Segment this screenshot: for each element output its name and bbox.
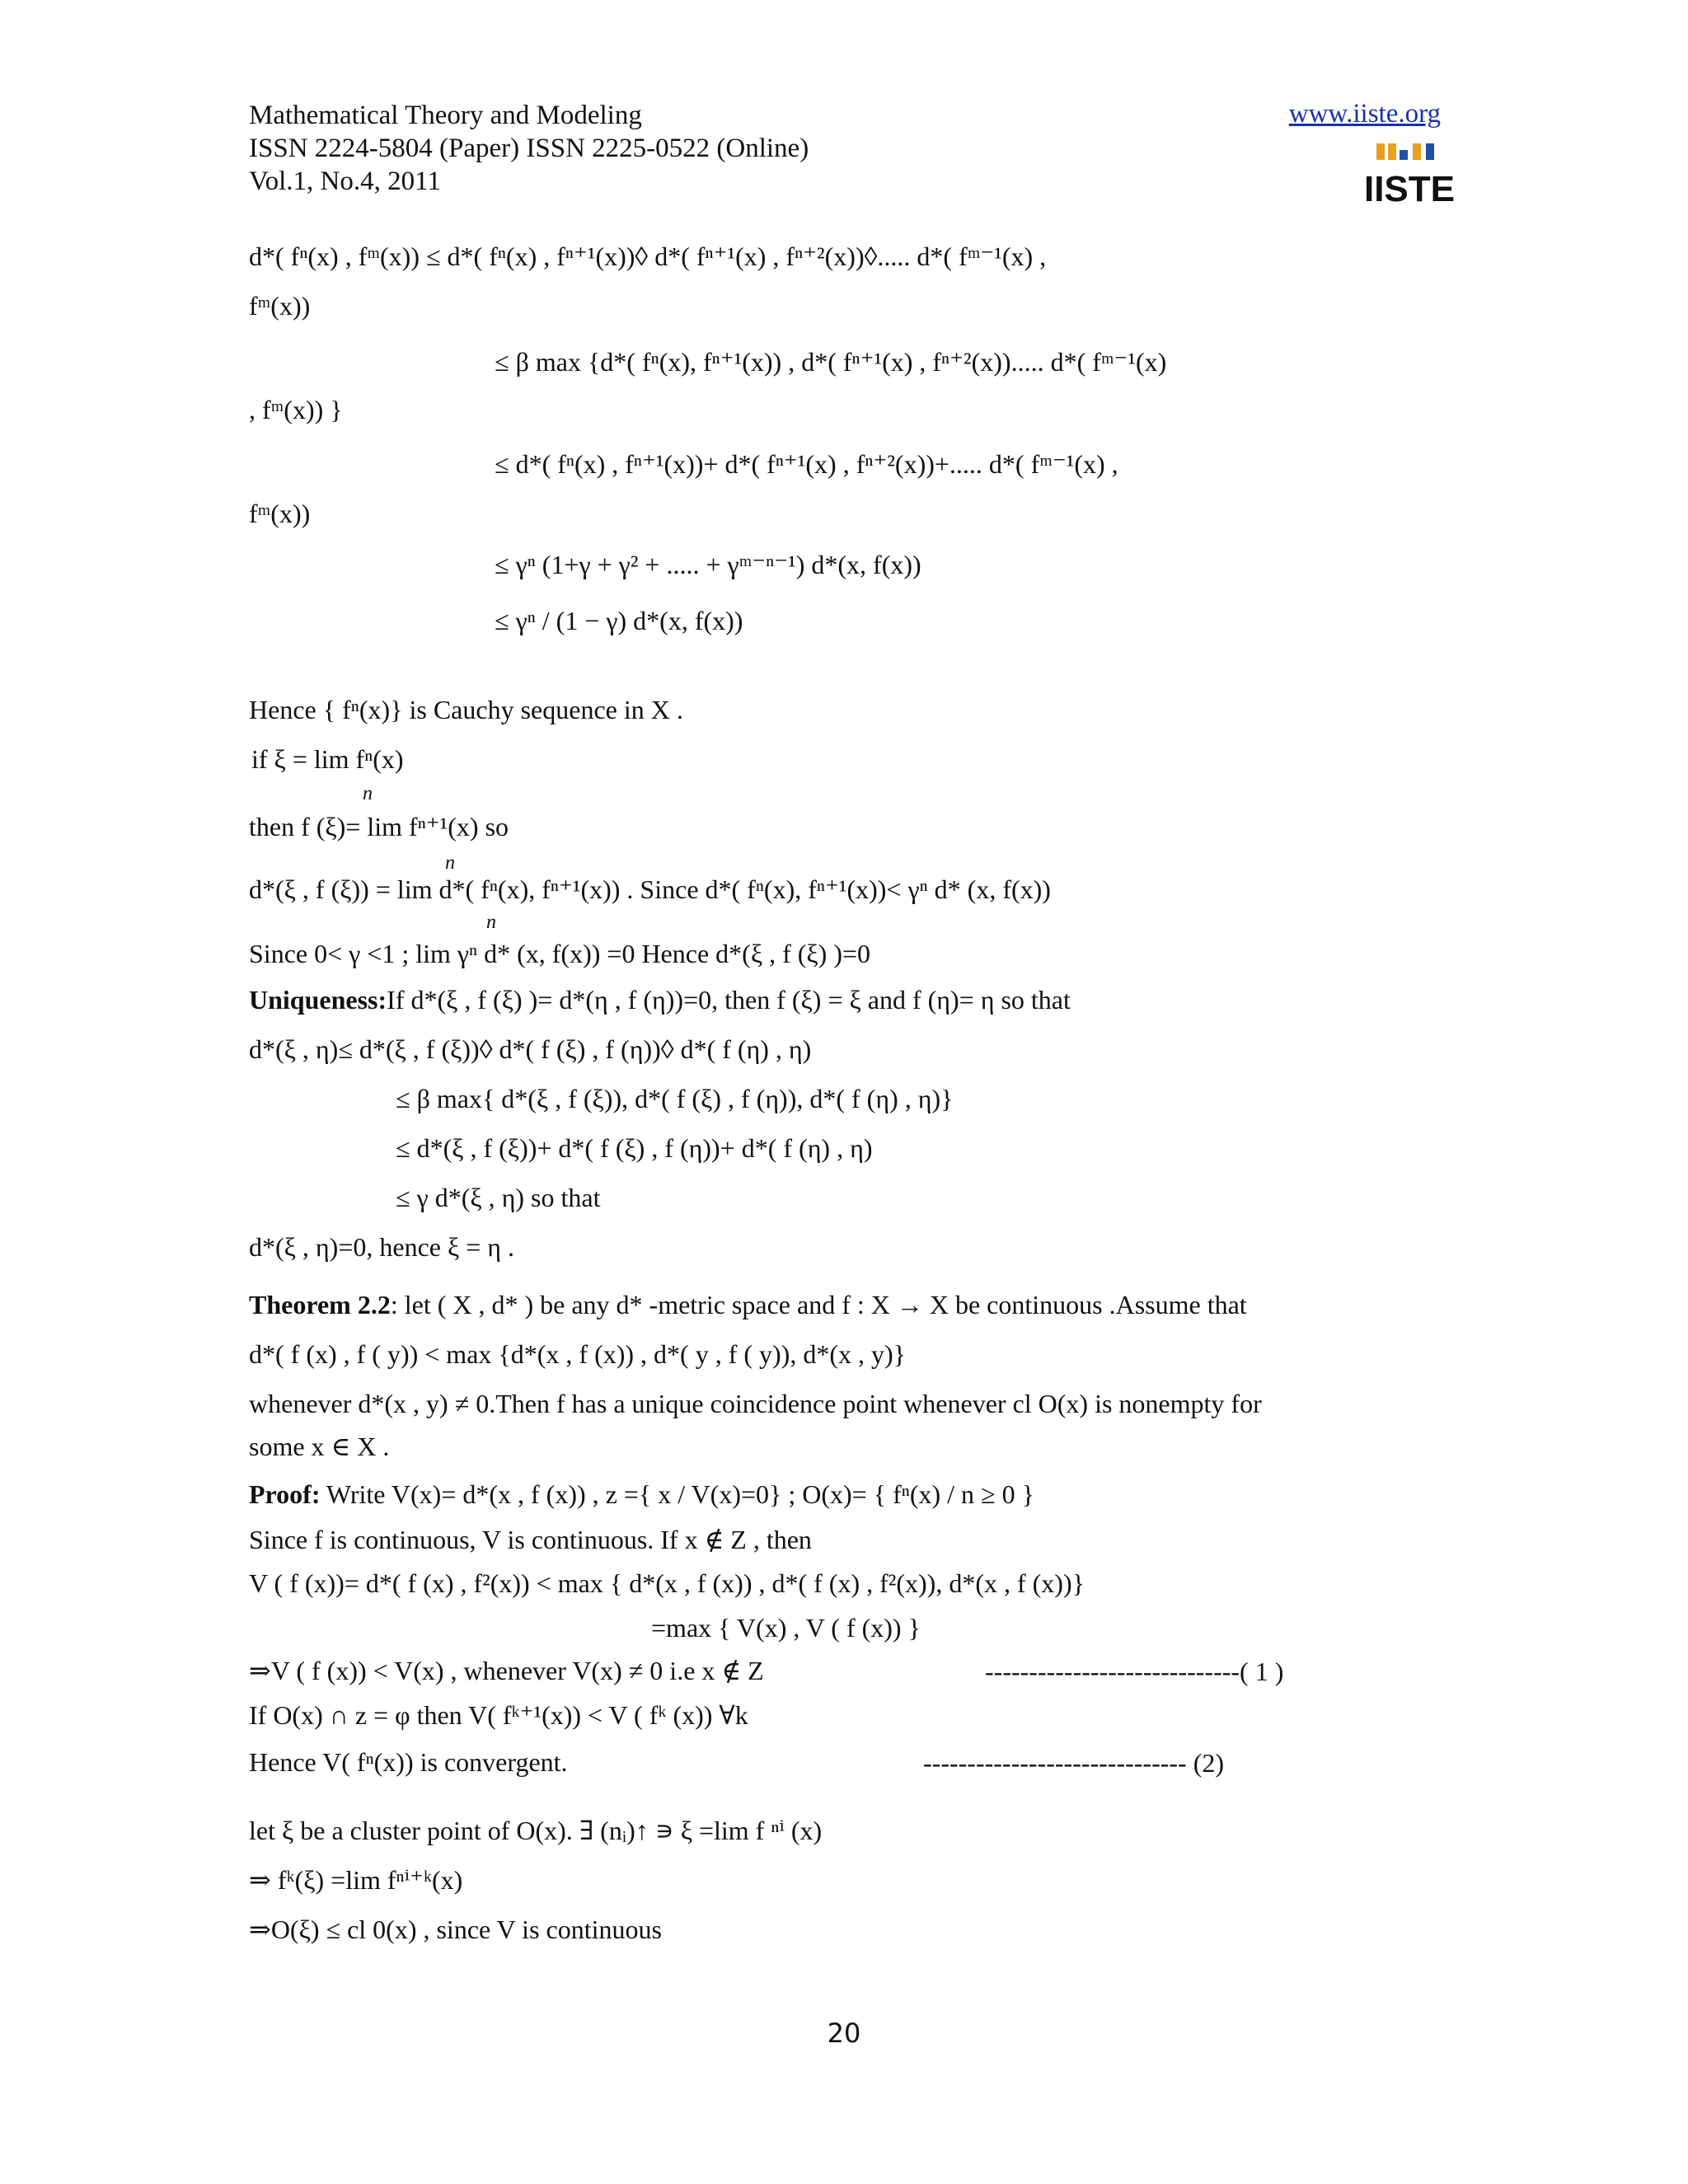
text-line: ≤ γ d*(ξ , η) so that bbox=[396, 1183, 601, 1212]
text-line: some x ∈ X . bbox=[249, 1432, 390, 1461]
text-line: ≤ β max{ d*(ξ , f (ξ)), d*( f (ξ) , f (η)), d*( f (η) , η)} bbox=[396, 1084, 954, 1113]
text-line: d*( f (x) , f ( y)) < max {d*(x , f (x)) , d*( y , f ( y)), d*(x , y)} bbox=[249, 1339, 906, 1369]
text-line bbox=[249, 1286, 1247, 1324]
text-line: ≤ γⁿ (1+γ + γ² + ..... + γᵐ⁻ⁿ⁻¹) d*(x, f(x)) bbox=[495, 550, 921, 579]
text-line: let ξ be a cluster point of O(x). ∃ (nᵢ)↑ ∍ ξ =lim f ⁿⁱ (x) bbox=[249, 1816, 823, 1845]
text-line: Hence V( fⁿ(x)) is convergent. bbox=[249, 1747, 568, 1777]
issn-line: ISSN 2224-5804 (Paper) ISSN 2225-0522 (Online) bbox=[249, 134, 809, 163]
text-line: V ( f (x))= d*( f (x) , f²(x)) < max { d*(x , f (x)) , d*( f (x) , f²(x)), d*(x , f (x))} bbox=[249, 1568, 1085, 1598]
equation-tag: ------------------------------ (2) bbox=[923, 1748, 1224, 1778]
line-text: If d*(ξ , f (ξ) )= d*(η , f (η))=0, then f (ξ) = ξ and f (η)= η so that bbox=[387, 985, 1071, 1015]
text-line: ⇒ fᵏ(ξ) =lim fⁿⁱ⁺ᵏ(x) bbox=[249, 1865, 463, 1895]
text-line: ≤ d*(ξ , f (ξ))+ d*( f (ξ) , f (η))+ d*( f (η) , η) bbox=[396, 1133, 873, 1163]
journal-title: Mathematical Theory and Modeling bbox=[249, 101, 642, 130]
text-line: ⇒O(ξ) ≤ cl 0(x) , since V is continuous bbox=[249, 1915, 662, 1944]
page-number: 20 bbox=[827, 2018, 861, 2049]
text-line: n bbox=[363, 783, 373, 804]
text-line: fᵐ(x)) bbox=[249, 499, 311, 528]
text-line: If O(x) ∩ z = φ then V( fᵏ⁺¹(x)) < V ( fᵏ (x)) ∀k bbox=[249, 1700, 748, 1730]
website-link[interactable]: www.iiste.org bbox=[1288, 99, 1441, 129]
text-line: ⇒V ( f (x)) < V(x) , whenever V(x) ≠ 0 i.e x ∉ Z bbox=[249, 1656, 764, 1685]
text-line: fᵐ(x)) bbox=[249, 291, 311, 321]
text-line: ≤ γⁿ / (1 − γ) d*(x, f(x)) bbox=[495, 606, 743, 635]
bold-label: Proof: bbox=[249, 1479, 321, 1509]
text-line: Since f is continuous, V is continuous. If x ∉ Z , then bbox=[249, 1525, 812, 1554]
text-line: d*(ξ , f (ξ)) = lim d*( fⁿ(x), fⁿ⁺¹(x)) . Since d*( fⁿ(x), fⁿ⁺¹(x))< γⁿ d* (x, f(x)) bbox=[249, 874, 1051, 904]
text-line: , fᵐ(x)) } bbox=[249, 395, 343, 424]
text-line bbox=[249, 1475, 1034, 1513]
equation-tag: -----------------------------( 1 ) bbox=[985, 1657, 1284, 1686]
bold-label: Uniqueness: bbox=[249, 985, 387, 1015]
text-line: ≤ β max {d*( fⁿ(x), fⁿ⁺¹(x)) , d*( fⁿ⁺¹(x) , fⁿ⁺²(x))..... d*( fᵐ⁻¹(x) bbox=[495, 347, 1167, 377]
text-line: whenever d*(x , y) ≠ 0.Then f has a unique coincidence point whenever cl O(x) is nonempty for bbox=[249, 1389, 1262, 1418]
line-text: Write V(x)= d*(x , f (x)) , z ={ x / V(x)=0} ; O(x)= { fⁿ(x) / n ≥ 0 } bbox=[320, 1479, 1034, 1509]
iiste-logo bbox=[1363, 142, 1456, 209]
volume-line: Vol.1, No.4, 2011 bbox=[249, 166, 441, 196]
text-line bbox=[249, 981, 1071, 1019]
text-line: d*(ξ , η)≤ d*(ξ , f (ξ))◊ d*( f (ξ) , f (η))◊ d*( f (η) , η) bbox=[249, 1034, 812, 1064]
iiste-logo-icon bbox=[1363, 142, 1456, 209]
text-line: Hence { fⁿ(x)} is Cauchy sequence in X . bbox=[249, 695, 683, 724]
text-line: then f (ξ)= lim fⁿ⁺¹(x) so bbox=[249, 812, 509, 841]
text-line: ≤ d*( fⁿ(x) , fⁿ⁺¹(x))+ d*( fⁿ⁺¹(x) , fⁿ⁺²(x))+..... d*( fᵐ⁻¹(x) , bbox=[495, 449, 1118, 479]
text-line: d*(ξ , η)=0, hence ξ = η . bbox=[249, 1232, 515, 1262]
text-line: Since 0< γ <1 ; lim γⁿ d* (x, f(x)) =0 Hence d*(ξ , f (ξ) )=0 bbox=[249, 939, 871, 968]
text-line: n bbox=[445, 852, 455, 874]
bold-label: Theorem 2.2 bbox=[249, 1290, 391, 1319]
text-line: =max { V(x) , V ( f (x)) } bbox=[651, 1613, 921, 1643]
line-text: : let ( X , d* ) be any d* -metric space and f : X → X be continuous .Assume that bbox=[390, 1290, 1247, 1319]
text-line: if ξ = lim fⁿ(x) bbox=[251, 744, 404, 774]
text-line: d*( fⁿ(x) , fᵐ(x)) ≤ d*( fⁿ(x) , fⁿ⁺¹(x))◊ d*( fⁿ⁺¹(x) , fⁿ⁺²(x))◊..... d*( fᵐ⁻¹(x) , bbox=[249, 241, 1047, 271]
text-line: n bbox=[486, 912, 496, 933]
svg-text:IISTE: IISTE bbox=[1363, 169, 1456, 209]
